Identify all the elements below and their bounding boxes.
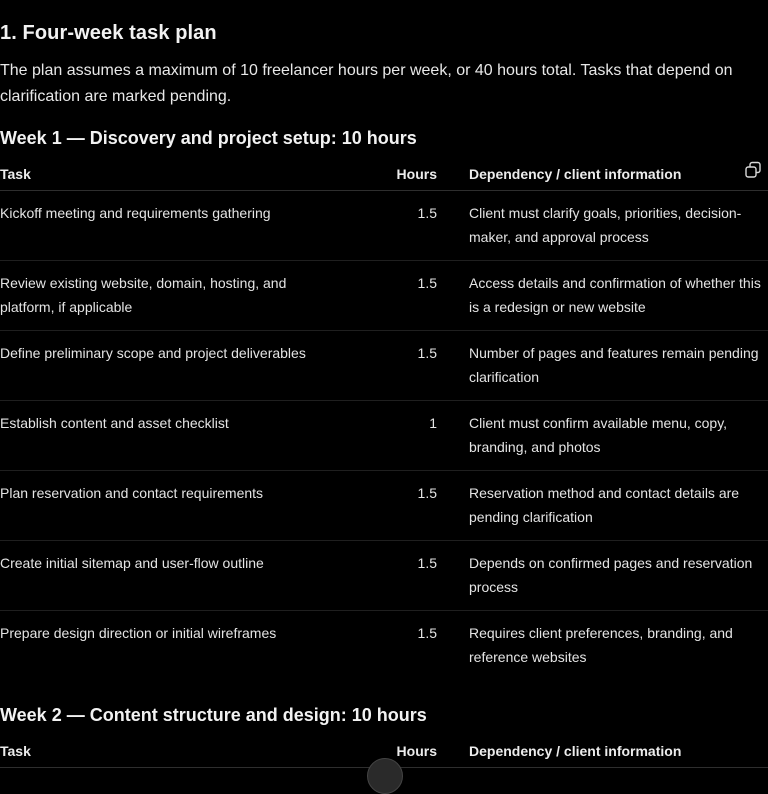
table-row xyxy=(0,471,768,541)
scroll-to-bottom-button[interactable] xyxy=(367,758,403,794)
week2-heading: Week 2 — Content structure and design: 10 hours xyxy=(0,705,427,725)
table-row xyxy=(0,611,768,680)
dependency-cell: Number of pages and features remain pending clarification xyxy=(469,345,759,385)
task-cell: Create initial sitemap and user-flow outline xyxy=(0,555,264,571)
column-header-dependency: Dependency / client information xyxy=(469,743,682,759)
task-cell: Kickoff meeting and requirements gathering xyxy=(0,205,271,221)
table-row xyxy=(0,191,768,261)
column-header-task: Task xyxy=(0,166,31,182)
hours-cell: 1.5 xyxy=(417,275,437,291)
hours-cell: 1.5 xyxy=(417,205,437,221)
dependency-cell: Requires client preferences, branding, and reference websites xyxy=(469,625,733,665)
column-header-task: Task xyxy=(0,743,31,759)
dependency-cell: Client must clarify goals, priorities, decision-maker, and approval process xyxy=(469,205,742,245)
dependency-cell: Depends on confirmed pages and reservation process xyxy=(469,555,753,595)
dependency-cell: Access details and confirmation of whether this is a redesign or new website xyxy=(469,275,761,315)
section-intro: The plan assumes a maximum of 10 freelancer hours per week, or 40 hours total. Tasks that depend on clarification are marked pending. xyxy=(0,62,733,105)
section-title: 1. Four-week task plan xyxy=(0,22,217,44)
hours-cell: 1.5 xyxy=(417,345,437,361)
hours-cell: 1.5 xyxy=(417,485,437,501)
hours-cell: 1.5 xyxy=(417,625,437,641)
task-cell: Prepare design direction or initial wireframes xyxy=(0,625,277,641)
table-row xyxy=(0,331,768,401)
week1-table xyxy=(0,160,768,680)
task-cell: Establish content and asset checklist xyxy=(0,415,229,431)
dependency-cell: Client must confirm available menu, copy, branding, and photos xyxy=(469,415,728,455)
table-header xyxy=(0,160,768,191)
task-cell: Review existing website, domain, hosting, and platform, if applicable xyxy=(0,275,287,315)
column-header-hours: Hours xyxy=(396,166,437,182)
table-row xyxy=(0,401,768,471)
table-row xyxy=(0,261,768,331)
table-row xyxy=(0,541,768,611)
column-header-dependency: Dependency / client information xyxy=(469,166,682,182)
hours-cell: 1.5 xyxy=(417,555,437,571)
week1-heading: Week 1 — Discovery and project setup: 10 hours xyxy=(0,128,417,148)
dependency-cell: Reservation method and contact details are pending clarification xyxy=(469,485,740,525)
task-cell: Plan reservation and contact requirements xyxy=(0,485,264,501)
task-cell: Define preliminary scope and project deliverables xyxy=(0,345,306,361)
hours-cell: 1 xyxy=(429,415,437,431)
column-header-hours: Hours xyxy=(396,743,437,759)
